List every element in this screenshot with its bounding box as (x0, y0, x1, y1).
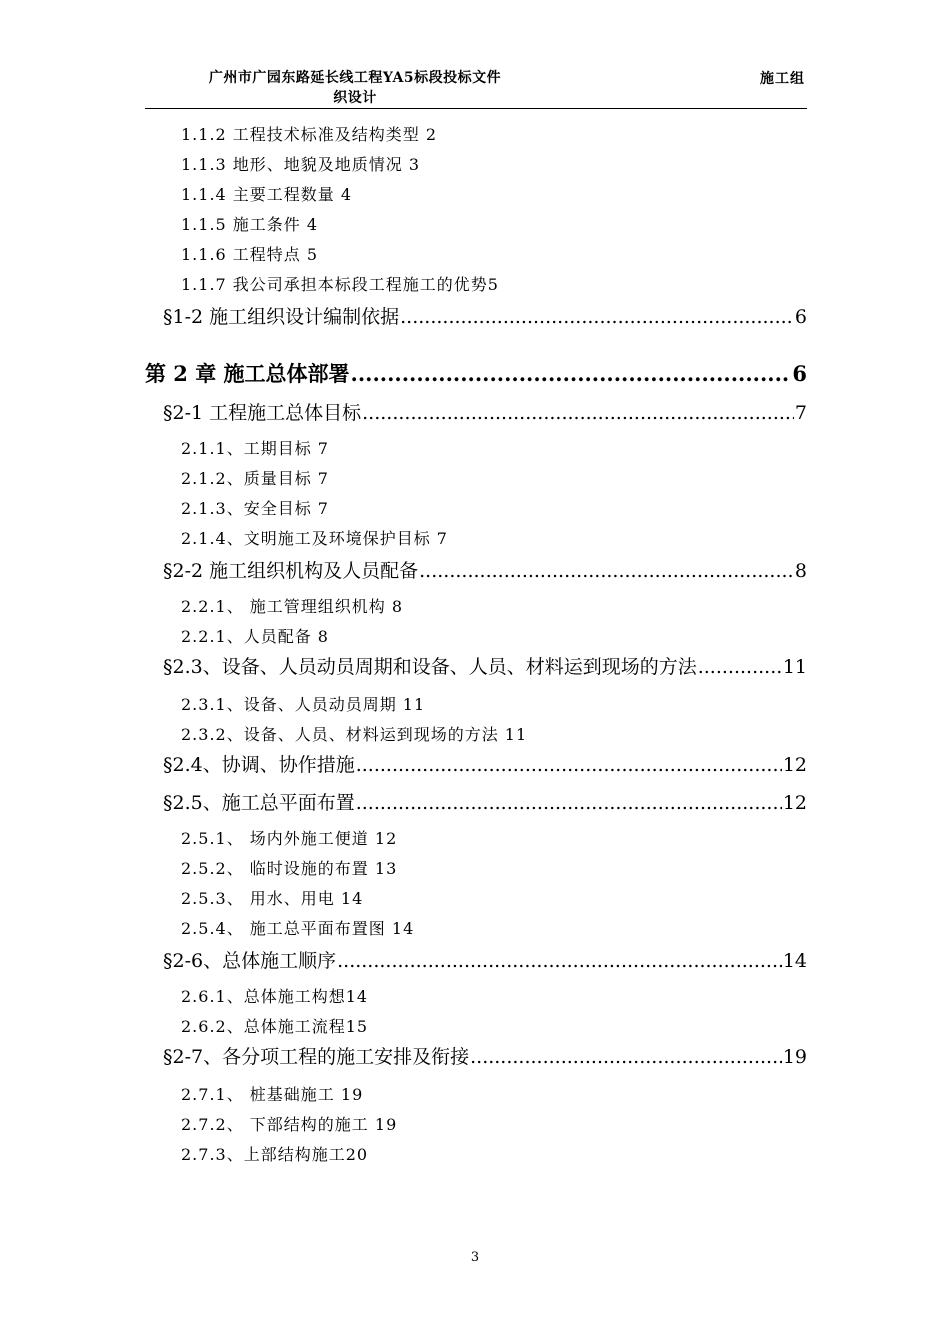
toc-leader-dots (356, 792, 782, 814)
toc-page-number: 12 (782, 754, 807, 776)
toc-subsection[interactable] (181, 1142, 368, 1165)
toc-entry-text: §2-1 工程施工总体目标 (163, 402, 362, 424)
toc-subsection[interactable] (181, 692, 425, 715)
toc-entry-text: 2.5.1、 场内外施工便道 12 (181, 829, 398, 848)
toc-entry-text: 2.7.2、 下部结构的施工 19 (181, 1115, 398, 1134)
header-right-text: 施工组 (760, 71, 805, 87)
toc-entry-text: 2.6.2、总体施工流程15 (181, 1017, 369, 1036)
toc-subsection[interactable] (181, 272, 499, 295)
toc-entry-text: 1.1.7 我公司承担本标段工程施工的优势5 (181, 275, 499, 294)
toc-entry-text: 2.1.3、安全目标 7 (181, 499, 329, 518)
toc-section[interactable] (163, 302, 807, 329)
toc-page-number: 12 (782, 792, 807, 814)
toc-subsection[interactable] (181, 886, 363, 909)
page-number: 3 (470, 1250, 480, 1265)
toc-entry-text: 2.5.4、 施工总平面布置图 14 (181, 919, 415, 938)
toc-entry-text: 2.2.1、 施工管理组织机构 8 (181, 597, 404, 616)
toc-entry-text: 1.1.3 地形、地貌及地质情况 3 (181, 155, 421, 174)
toc-page-number: 19 (782, 1046, 807, 1068)
toc-entry-text: §2.5、施工总平面布置 (163, 792, 355, 814)
toc-section[interactable] (163, 946, 807, 973)
toc-section[interactable] (163, 750, 807, 777)
toc-subsection[interactable] (181, 826, 397, 849)
toc-entry-text: 2.1.2、质量目标 7 (181, 469, 329, 488)
toc-section[interactable] (163, 652, 807, 679)
toc-subsection[interactable] (181, 984, 368, 1007)
toc-subsection[interactable] (181, 856, 397, 879)
toc-leader-dots (698, 656, 782, 678)
toc-entry-text: 2.5.2、 临时设施的布置 13 (181, 859, 398, 878)
toc-page-number: 7 (794, 402, 807, 424)
toc-entry-text: §2-7、各分项工程的施工安排及衔接 (163, 1046, 470, 1068)
toc-leader-dots (419, 560, 794, 582)
toc-leader-dots (362, 402, 794, 424)
toc-page-number: 14 (782, 950, 807, 972)
toc-subsection[interactable] (181, 1112, 397, 1135)
toc-subsection[interactable] (181, 526, 448, 549)
toc-section[interactable] (163, 556, 807, 583)
toc-entry-text: 2.7.1、 桩基础施工 19 (181, 1085, 364, 1104)
toc-entry-text: 2.1.4、文明施工及环境保护目标 7 (181, 529, 448, 548)
toc-subsection[interactable] (181, 722, 527, 745)
toc-entry-text: 2.2.1、人员配备 8 (181, 627, 329, 646)
toc-subsection[interactable] (181, 152, 420, 175)
toc-entry-text: 第 2 章 施工总体部署 (145, 361, 350, 386)
toc-entry-text: 1.1.6 工程特点 5 (181, 245, 319, 264)
header-title (145, 68, 565, 108)
toc-subsection[interactable] (181, 1014, 368, 1037)
header-title-line1: 广州市广园东路延长线工程YA5标段投标文件 (208, 70, 502, 86)
toc-page-number: 6 (794, 306, 807, 328)
toc-subsection[interactable] (181, 1082, 363, 1105)
toc-leader-dots (470, 1046, 782, 1068)
toc-entry-text: 2.3.2、设备、人员、材料运到现场的方法 11 (181, 725, 528, 744)
header-title-line2: 织设计 (333, 90, 377, 106)
toc-subsection[interactable] (181, 212, 318, 235)
toc-subsection[interactable] (181, 496, 329, 519)
toc-entry-text: §2.4、协调、协作措施 (163, 754, 355, 776)
toc-section[interactable] (163, 398, 807, 425)
toc-subsection[interactable] (181, 242, 318, 265)
toc-entry-text: 1.1.4 主要工程数量 4 (181, 185, 353, 204)
page-header (145, 66, 807, 109)
toc-section[interactable] (163, 1042, 807, 1069)
toc-leader-dots (337, 950, 782, 972)
toc-page-number: 8 (794, 560, 807, 582)
toc-entry-text: §1-2 施工组织设计编制依据 (163, 306, 400, 328)
toc-subsection[interactable] (181, 466, 329, 489)
toc-entry-text: 2.7.3、上部结构施工20 (181, 1145, 369, 1164)
toc-leader-dots (351, 361, 792, 386)
toc-entry-text: 2.1.1、工期目标 7 (181, 439, 329, 458)
toc-entry-text: §2.3、设备、人员动员周期和设备、人员、材料运到现场的方法 (163, 656, 697, 678)
toc-section[interactable] (163, 788, 807, 815)
toc-subsection[interactable] (181, 182, 352, 205)
toc-entry-text: 1.1.5 施工条件 4 (181, 215, 319, 234)
toc-leader-dots (356, 754, 782, 776)
toc-entry-text: 2.3.1、设备、人员动员周期 11 (181, 695, 426, 714)
toc-entry-text: §2-6、总体施工顺序 (163, 950, 337, 972)
toc-chapter[interactable] (145, 358, 807, 388)
toc-leader-dots (400, 306, 794, 328)
toc-entry-text: 2.5.3、 用水、用电 14 (181, 889, 364, 908)
toc-page-number: 11 (782, 656, 807, 678)
toc-subsection[interactable] (181, 594, 403, 617)
toc-subsection[interactable] (181, 122, 437, 145)
toc-entry-text: 2.6.1、总体施工构想14 (181, 987, 369, 1006)
toc-entry-text: §2-2 施工组织机构及人员配备 (163, 560, 419, 582)
toc-subsection[interactable] (181, 624, 329, 647)
toc-entry-text: 1.1.2 工程技术标准及结构类型 2 (181, 125, 438, 144)
toc-subsection[interactable] (181, 436, 329, 459)
toc-subsection[interactable] (181, 916, 414, 939)
toc-page-number: 6 (792, 361, 807, 386)
